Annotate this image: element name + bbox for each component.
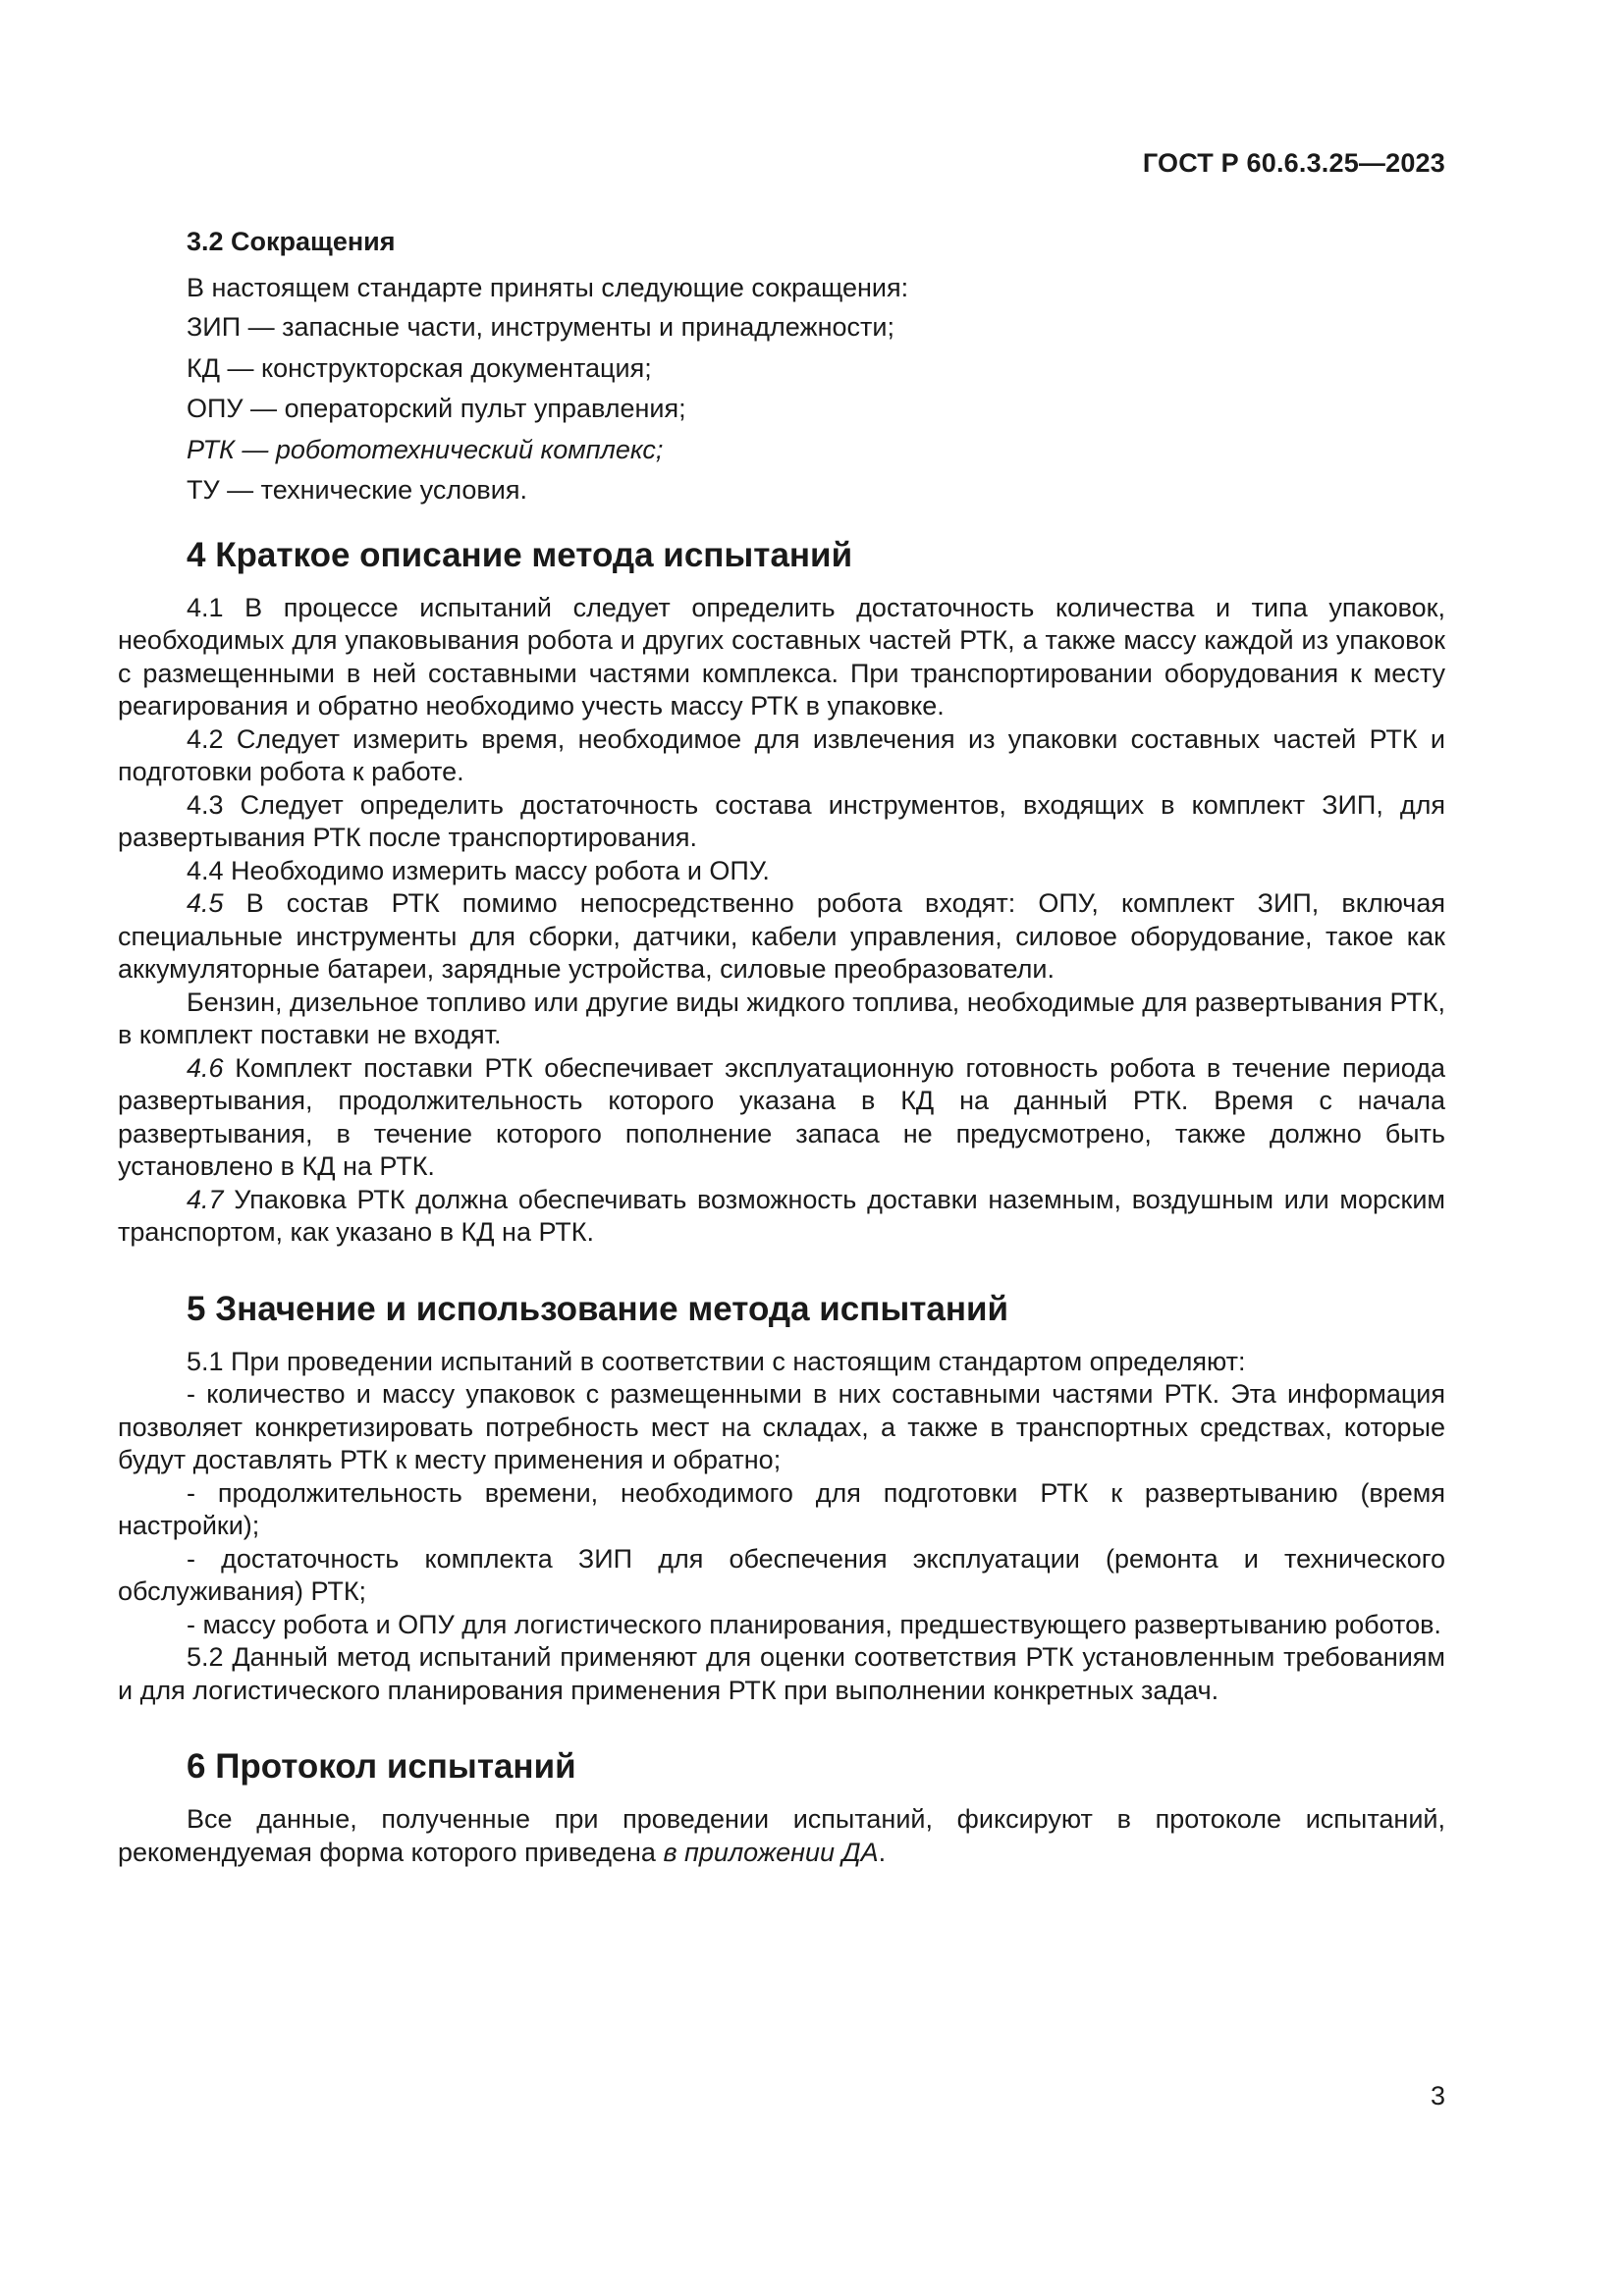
list-item: РТК — робототехнический комплекс; (187, 434, 664, 464)
list-item: ТУ — технические условия. (187, 475, 527, 505)
list-item: КД — конструкторская документация; (187, 352, 652, 383)
list-item: ЗИП — запасные части, инструменты и принадлежности; (187, 312, 894, 342)
section-6-heading: 6 Протокол испытаний (187, 1747, 576, 1786)
appendix-reference: в приложении ДА (663, 1837, 879, 1867)
section-4-heading: 4 Краткое описание метода испытаний (187, 535, 853, 574)
paragraph-text: Все данные, полученные при проведении испытаний, фиксируют в протоколе испытаний, рекомендуемая форма которого приведена (118, 1804, 1445, 1867)
document-code: ГОСТ Р 60.6.3.25—2023 (1142, 148, 1445, 178)
section-3-2-heading: 3.2 Сокращения (187, 227, 396, 256)
abbreviations-list (118, 311, 1445, 507)
paragraph-4-5-fuel: Бензин, дизельное топливо или другие виды жидкого топлива, необходимые для развертывания РТК, в комплект поставки не входят. (118, 987, 1445, 1049)
paragraph-4-1: 4.1 В процессе испытаний следует определить достаточность количества и типа упаковок, необходимых для упаковывания робота и других составных частей РТК, а также массу каждой из упаковок с размещенными в ней составными частями комплекса. При транспортировании оборудования к месту реагирования и обратно необходимо учесть массу РТК в упаковке. (118, 592, 1445, 721)
section-5-body (118, 1346, 1445, 1708)
paragraph-5-1: 5.1 При проведении испытаний в соответствии с настоящим стандартом определяют: (187, 1346, 1246, 1376)
clause-text: Комплект поставки РТК обеспечивает эксплуатационную готовность робота в течение периода развертывания, продолжительность которого указана в КД на данный РТК. Время с начала развертывания, в течение которого пополнение запаса не предусмотрено, также должно быть установлено в КД на РТК. (118, 1052, 1445, 1181)
paragraph-4-5 (118, 887, 1445, 987)
clause-text: Упаковка РТК должна обеспечивать возможность доставки наземным, воздушным или морским транспортом, как указано в КД на РТК. (118, 1184, 1445, 1247)
clause-text: В состав РТК помимо непосредственно робота входят: ОПУ, комплект ЗИП, включая специальные инструменты для сборки, датчики, кабели управления, силовое оборудование, такое как аккумуляторные батареи, зарядные устройства, силовые преобразователи. (118, 888, 1445, 984)
paragraph-5-2: 5.2 Данный метод испытаний применяют для оценки соответствия РТК установленным требованиям и для логистического планирования применения РТК при выполнении конкретных задач. (118, 1642, 1445, 1705)
section-6-body (118, 1803, 1445, 1869)
paragraph-5-1-item-spares: - достаточность комплекта ЗИП для обеспечения эксплуатации (ремонта и технического обслуживания) РТК; (118, 1543, 1445, 1606)
section-4-body (118, 592, 1445, 1250)
clause-number: 4.7 (187, 1184, 224, 1214)
list-item: ОПУ — операторский пульт управления; (187, 394, 686, 423)
paragraph-4-4: 4.4 Необходимо измерить массу робота и ОПУ. (187, 855, 770, 885)
clause-number: 4.6 (187, 1052, 224, 1083)
paragraph-4-7 (118, 1184, 1445, 1250)
page-number: 3 (1430, 2081, 1445, 2110)
paragraph-4-6 (118, 1052, 1445, 1184)
paragraph-6 (118, 1803, 1445, 1869)
abbreviations-intro: В настоящем стандарте приняты следующие сокращения: (187, 272, 909, 302)
paragraph-4-2: 4.2 Следует измерить время, необходимое для извлечения из упаковки составных частей РТК и подготовки робота к работе. (118, 723, 1445, 786)
paragraph-5-1-item-packages: - количество и массу упаковок с размещенными в них составными частями РТК. Эта информация позволяет конкретизировать потребность мест на складах, а также в транспортных средствах, которые будут доставлять РТК к месту применения и обратно; (118, 1379, 1445, 1474)
paragraph-5-1-item-time: - продолжительность времени, необходимого для подготовки РТК к развертыванию (время настройки); (118, 1477, 1445, 1540)
page-content (118, 226, 1445, 1869)
paragraph-end: . (878, 1837, 887, 1867)
clause-number: 4.5 (187, 888, 224, 918)
section-5-heading: 5 Значение и использование метода испытаний (187, 1289, 1009, 1328)
paragraph-4-3: 4.3 Следует определить достаточность состава инструментов, входящих в комплект ЗИП, для развертывания РТК после транспортирования. (118, 789, 1445, 852)
paragraph-5-1-item-mass: - массу робота и ОПУ для логистического планирования, предшествующего развертыванию роботов. (187, 1609, 1441, 1639)
